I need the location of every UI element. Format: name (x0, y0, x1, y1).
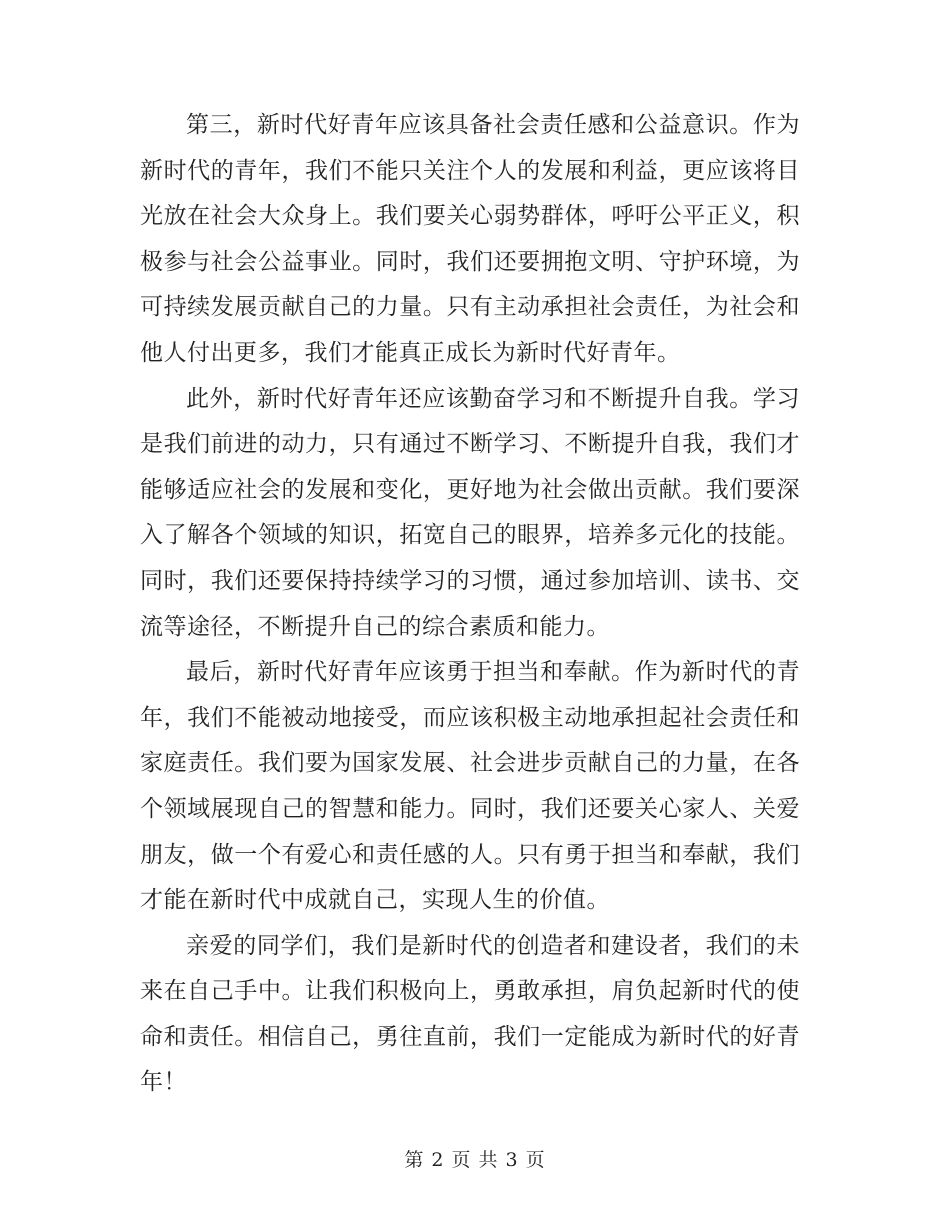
paragraph-social-responsibility: 第三，新时代好青年应该具备社会责任感和公益意识。作为新时代的青年，我们不能只关注个人的发展和利益，更应该将目光放在社会大众身上。我们要关心弱势群体，呼吁公平正义，积极参与社会公益事业。同时，我们还要拥抱文明、守护环境，为可持续发展贡献自己的力量。只有主动承担社会责任，为社会和他人付出更多，我们才能真正成长为新时代好青年。 (140, 112, 800, 366)
paragraph-closing: 亲爱的同学们，我们是新时代的创造者和建设者，我们的未来在自己手中。让我们积极向上，勇敢承担，肩负起新时代的使命和责任。相信自己，勇往直前，我们一定能成为新时代的好青年！ (140, 932, 800, 1096)
page-number-footer: 第 2 页 共 3 页 (404, 1149, 546, 1171)
paragraph-responsibility-dedication: 最后，新时代好青年应该勇于担当和奉献。作为新时代的青年，我们不能被动地接受，而应该积极主动地承担起社会责任和家庭责任。我们要为国家发展、社会进步贡献自己的力量，在各个领域展现自己的智慧和能力。同时，我们还要关心家人、关爱朋友，做一个有爱心和责任感的人。只有勇于担当和奉献，我们才能在新时代中成就自己，实现人生的价值。 (140, 659, 800, 914)
document-body (140, 103, 800, 1106)
paragraph-study-improvement: 此外，新时代好青年还应该勤奋学习和不断提升自我。学习是我们前进的动力，只有通过不断学习、不断提升自我，我们才能够适应社会的发展和变化，更好地为社会做出贡献。我们要深入了解各个领域的知识，拓宽自己的眼界，培养多元化的技能。同时，我们还要保持持续学习的习惯，通过参加培训、读书、交流等途径，不断提升自己的综合素质和能力。 (140, 385, 800, 640)
